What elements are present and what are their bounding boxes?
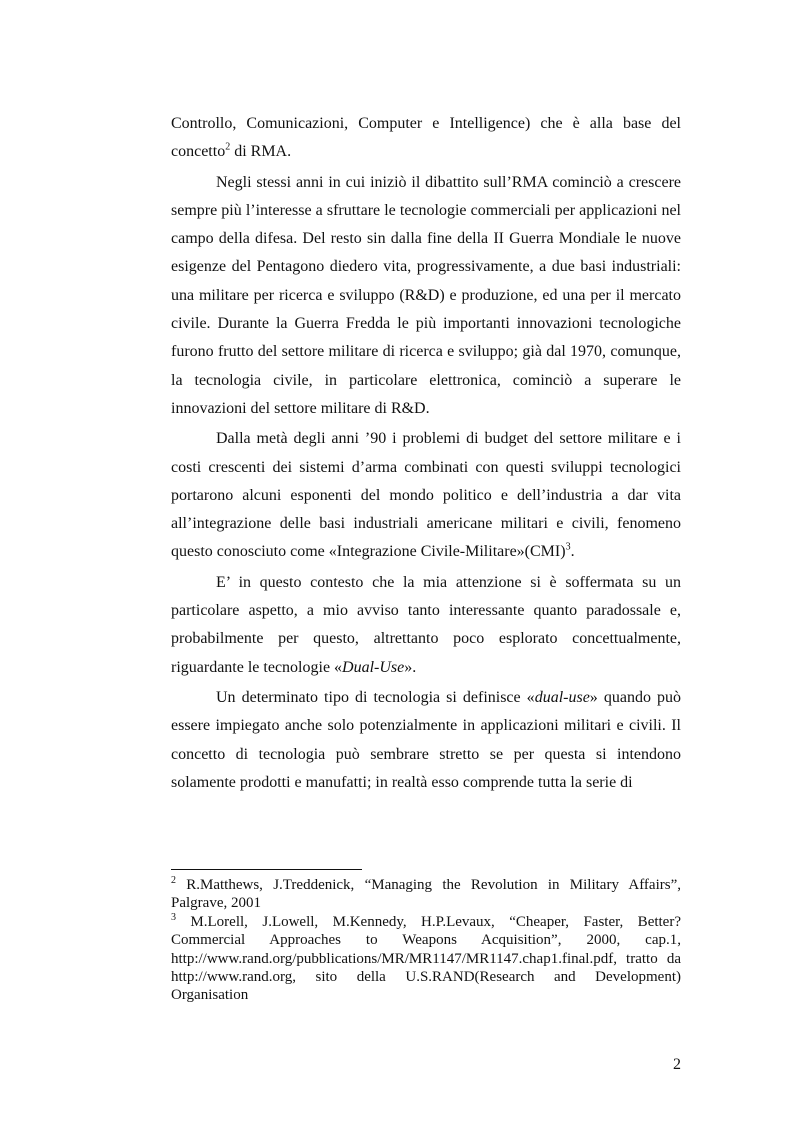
paragraph bbox=[171, 425, 681, 566]
footnotes bbox=[171, 876, 681, 1005]
page-number: 2 bbox=[673, 1056, 681, 1073]
paragraph-text: E’ in questo contesto che la mia attenzione si è soffermata su un particolare aspetto, a mio avviso tanto interessante quanto paradossale e, probabilmente per questo, altrettanto poco esplorato concettualmente, riguardante le tecnologie « bbox=[171, 573, 681, 676]
paragraph-text: Negli stessi anni in cui iniziò il dibattito sull’RMA cominciò a crescere sempre più l’interesse a sfruttare le tecnologie commerciali per applicazioni nel campo della difesa. Del resto sin dalla fine della II Guerra Mondiale le nuove esigenze del Pentagono diedero vita, progressivamente, a due basi industriali: una militare per ricerca e sviluppo (R&D) e produzione, ed una per il mercato civile. Durante la Guerra Fredda le più importanti innovazioni tecnologiche furono frutto del settore militare di ricerca e sviluppo; già dal 1970, comunque, la tecnologia civile, in particolare elettronica, cominciò a superare le innovazioni del settore militare di R&D. bbox=[171, 173, 681, 417]
paragraph-text: ». bbox=[404, 658, 417, 676]
paragraph-text: . bbox=[570, 543, 575, 561]
paragraph bbox=[171, 569, 681, 682]
paragraph-text: Un determinato tipo di tecnologia si definisce « bbox=[216, 688, 535, 706]
body-text bbox=[171, 110, 681, 797]
paragraph-text: di RMA. bbox=[230, 143, 292, 161]
footnote-separator bbox=[171, 869, 362, 870]
footnote-mark: 3 bbox=[171, 911, 176, 923]
footnote-mark: 2 bbox=[171, 875, 176, 886]
paragraph-text: Controllo, Comunicazioni, Computer e Intelligence) che è alla base del concetto bbox=[171, 115, 681, 161]
emphasis-text: dual-use bbox=[534, 688, 590, 706]
emphasis-text: Dual-Use bbox=[342, 658, 405, 676]
paragraph-text: Dalla metà degli anni ’90 i problemi di budget del settore militare e i costi crescenti dei sistemi d’arma combinati con questi sviluppi tecnologici portarono alcuni esponenti del mondo politico e dell’industria a dar vita all’integrazione delle basi industriali americane militari e civili, fenomeno questo conosciuto come «Integrazione Civile-Militare»(CMI) bbox=[171, 430, 681, 561]
footnote-3 bbox=[171, 913, 681, 1005]
paragraph bbox=[171, 110, 681, 167]
footnote-ref-3: 3 bbox=[565, 542, 571, 554]
footnote-text: R.Matthews, J.Treddenick, “Managing the Revolution in Military Affairs”, Palgrave, 2001 bbox=[171, 877, 681, 912]
paragraph bbox=[171, 684, 681, 797]
footnote-2 bbox=[171, 876, 681, 913]
paragraph bbox=[171, 169, 681, 424]
footnote-ref-2: 2 bbox=[225, 141, 231, 153]
paragraph-text: » quando può essere impiegato anche solo potenzialmente in applicazioni militari e civili. Il concetto di tecnologia può sembrare stretto se per questa si intendono solamente prodotti e manufatti; in realtà esso comprende tutta la serie di bbox=[171, 688, 681, 791]
footnote-text: M.Lorell, J.Lowell, M.Kennedy, H.P.Levaux, “Cheaper, Faster, Better? Commercial Approaches to Weapons Acquisition”, 2000, cap.1, http://www.rand.org/pubblications/MR/MR1147/MR1147.chap1.final.pdf, tratto da http://www.rand.org, sito della U.S.RAND(Research and Development) Organisation bbox=[171, 913, 681, 1004]
